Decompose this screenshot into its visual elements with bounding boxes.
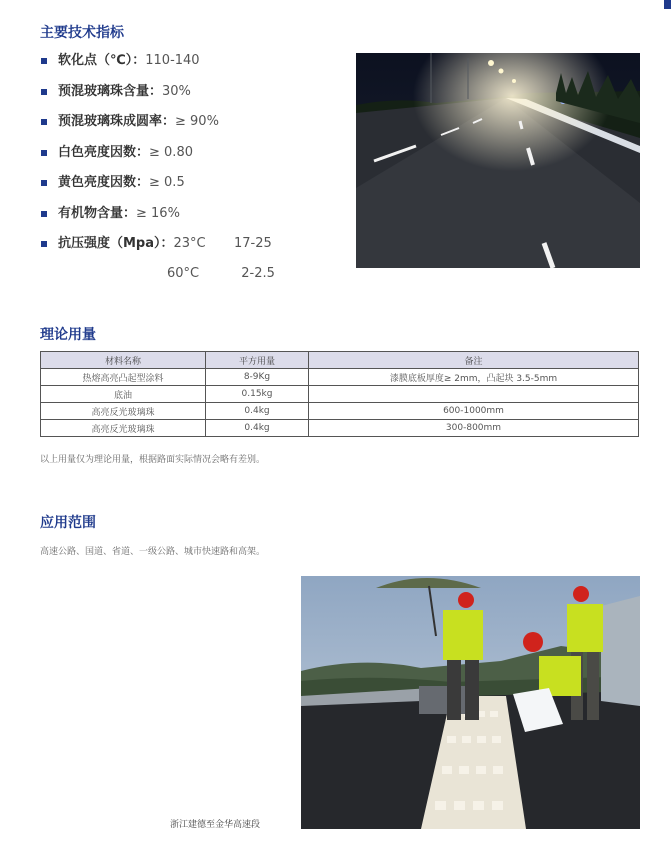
spec-item (40, 81, 340, 112)
tech-specs-list (40, 50, 340, 264)
spec-value: 23°C (173, 236, 206, 251)
photo-caption: 浙江建德至金华高速段 (170, 820, 261, 830)
construction-workers-image (301, 576, 640, 829)
bullet-icon (41, 211, 47, 217)
spec-value: ≥ 0.5 (149, 175, 185, 190)
spec-label: 有机物含量： (58, 205, 137, 221)
table-row (41, 420, 639, 437)
spec-value: 110-140 (145, 53, 200, 68)
spec-value: ≥ 0.80 (149, 144, 193, 160)
table-cell: 8-9Kg (206, 369, 309, 386)
spec-value: ≥ 90% (175, 114, 219, 129)
usage-note: 以上用量仅为理论用量，根据路面实际情况会略有差别。 (40, 455, 266, 465)
spec-label: 预混玻璃珠成圆率： (58, 114, 176, 129)
corner-mark (664, 0, 671, 9)
spec-label: 软化点（℃）： (58, 53, 146, 68)
night-highway-photo (356, 53, 640, 268)
table-row (41, 403, 639, 420)
table-cell: 0.4kg (206, 403, 309, 420)
application-scope-text: 高速公路、国道、省道、一级公路、城市快速路和高架。 (40, 547, 266, 557)
table-cell: 600-1000mm (309, 403, 639, 420)
spec-value: 30% (162, 83, 191, 99)
table-header-row (41, 352, 639, 369)
spec-value: ≥ 16% (136, 205, 180, 221)
table-cell: 0.4kg (206, 420, 309, 437)
table-cell: 300-800mm (309, 420, 639, 437)
bullet-icon (41, 119, 47, 125)
bullet-icon (41, 180, 47, 186)
spec-item (40, 203, 340, 234)
tech-specs-title: 主要技术指标 (40, 25, 124, 41)
bullet-icon (41, 241, 47, 247)
table-cell: 高亮反光玻璃珠 (41, 420, 206, 437)
spec-label: 预混玻璃珠含量： (58, 83, 163, 99)
application-title: 应用范围 (40, 515, 96, 531)
spec-extra-value: 2-2.5 (241, 266, 275, 281)
bullet-icon (41, 150, 47, 156)
night-highway-image (356, 53, 640, 268)
spec-label: 黄色亮度因数： (58, 175, 150, 190)
table-cell: 底油 (41, 386, 206, 403)
construction-workers-photo (301, 576, 640, 829)
table-cell: 0.15kg (206, 386, 309, 403)
spec-item (40, 50, 340, 81)
spec-item (40, 142, 340, 173)
spec-item (40, 172, 340, 203)
table-header-remark: 备注 (309, 352, 639, 369)
table-header-material: 材料名称 (41, 352, 206, 369)
usage-title: 理论用量 (40, 327, 96, 343)
spec-label: 白色亮度因数： (58, 144, 150, 160)
spec-item (40, 233, 340, 264)
spec-extra-temp: 60°C (167, 266, 200, 281)
spec-extra-row (167, 266, 275, 281)
table-cell: 高亮反光玻璃珠 (41, 403, 206, 420)
table-cell: 漆膜底板厚度≥ 2mm，凸起块 3.5-5mm (309, 369, 639, 386)
spec-item (40, 111, 340, 142)
bullet-icon (41, 89, 47, 95)
usage-table (40, 351, 639, 437)
spec-label: 抗压强度（Mpa）： (58, 236, 174, 251)
table-cell: 热熔高亮凸起型涂料 (41, 369, 206, 386)
table-row (41, 386, 639, 403)
spec-value-secondary: 17-25 (234, 236, 272, 251)
bullet-icon (41, 58, 47, 64)
table-header-amount: 平方用量 (206, 352, 309, 369)
table-cell (309, 386, 639, 403)
table-row (41, 369, 639, 386)
